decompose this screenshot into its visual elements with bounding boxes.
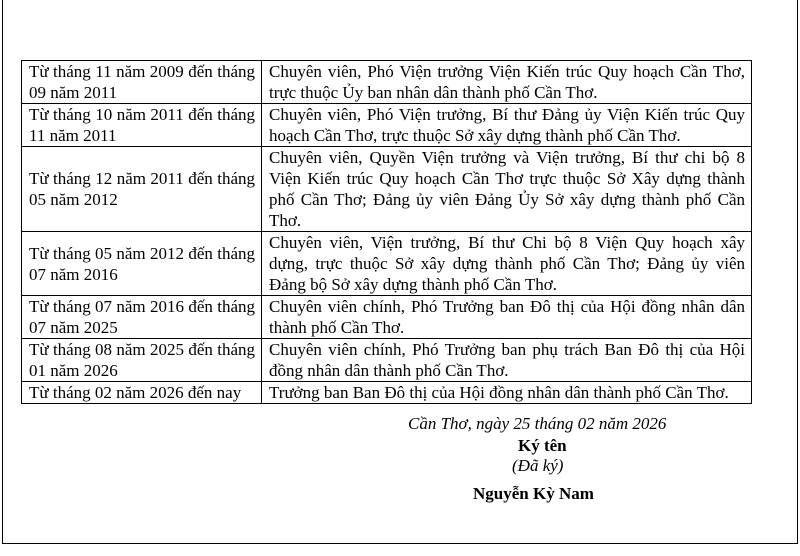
career-row bbox=[22, 382, 752, 404]
signer-name: Nguyễn Kỳ Nam bbox=[473, 484, 594, 503]
career-role: Chuyên viên, Quyền Viện trưởng và Viện trưởng, Bí thư chi bộ 8 Viện Kiến trúc Quy hoạch Cần Thơ trực thuộc Sở Xây dựng thành phố Cần Thơ; Đảng ủy viên Đảng Ủy Sở xây dựng thành phố Cần Thơ. bbox=[262, 147, 752, 232]
career-role: Chuyên viên, Phó Viện trưởng, Bí thư Đảng ủy Viện Kiến trúc Quy hoạch Cần Thơ, trực thuộc Sở xây dựng thành phố Cần Thơ. bbox=[262, 104, 752, 147]
career-row bbox=[22, 296, 752, 339]
signature-title: Ký tên bbox=[518, 436, 567, 455]
career-history-table bbox=[21, 60, 752, 404]
career-period: Từ tháng 12 năm 2011 đến tháng 05 năm 2012 bbox=[22, 147, 262, 232]
career-role: Chuyên viên chính, Phó Trưởng ban phụ trách Ban Đô thị của Hội đồng nhân dân thành phố Cần Thơ. bbox=[262, 339, 752, 382]
career-role: Chuyên viên, Viện trưởng, Bí thư Chi bộ 8 Viện Quy hoạch xây dựng, trực thuộc Sở xây dựng thành phố Cần Thơ; Đảng ủy viên Đảng bộ Sở xây dựng thành phố Cần Thơ. bbox=[262, 232, 752, 296]
career-period: Từ tháng 08 năm 2025 đến tháng 01 năm 2026 bbox=[22, 339, 262, 382]
career-role: Chuyên viên chính, Phó Trưởng ban Đô thị của Hội đồng nhân dân thành phố Cần Thơ. bbox=[262, 296, 752, 339]
career-period: Từ tháng 02 năm 2026 đến nay bbox=[22, 382, 262, 404]
career-row bbox=[22, 147, 752, 232]
career-period: Từ tháng 11 năm 2009 đến tháng 09 năm 2011 bbox=[22, 61, 262, 104]
career-row bbox=[22, 232, 752, 296]
career-role: Trưởng ban Ban Đô thị của Hội đồng nhân dân thành phố Cần Thơ. bbox=[262, 382, 752, 404]
career-period: Từ tháng 07 năm 2016 đến tháng 07 năm 2025 bbox=[22, 296, 262, 339]
place-date: Cần Thơ, ngày 25 tháng 02 năm 2026 bbox=[408, 414, 667, 433]
career-period: Từ tháng 10 năm 2011 đến tháng 11 năm 2011 bbox=[22, 104, 262, 147]
career-row bbox=[22, 61, 752, 104]
signature-status: (Đã ký) bbox=[512, 456, 564, 475]
career-period: Từ tháng 05 năm 2012 đến tháng 07 năm 2016 bbox=[22, 232, 262, 296]
career-row bbox=[22, 104, 752, 147]
career-role: Chuyên viên, Phó Viện trưởng Viện Kiến trúc Quy hoạch Cần Thơ, trực thuộc Ủy ban nhân dân thành phố Cần Thơ. bbox=[262, 61, 752, 104]
career-row bbox=[22, 339, 752, 382]
